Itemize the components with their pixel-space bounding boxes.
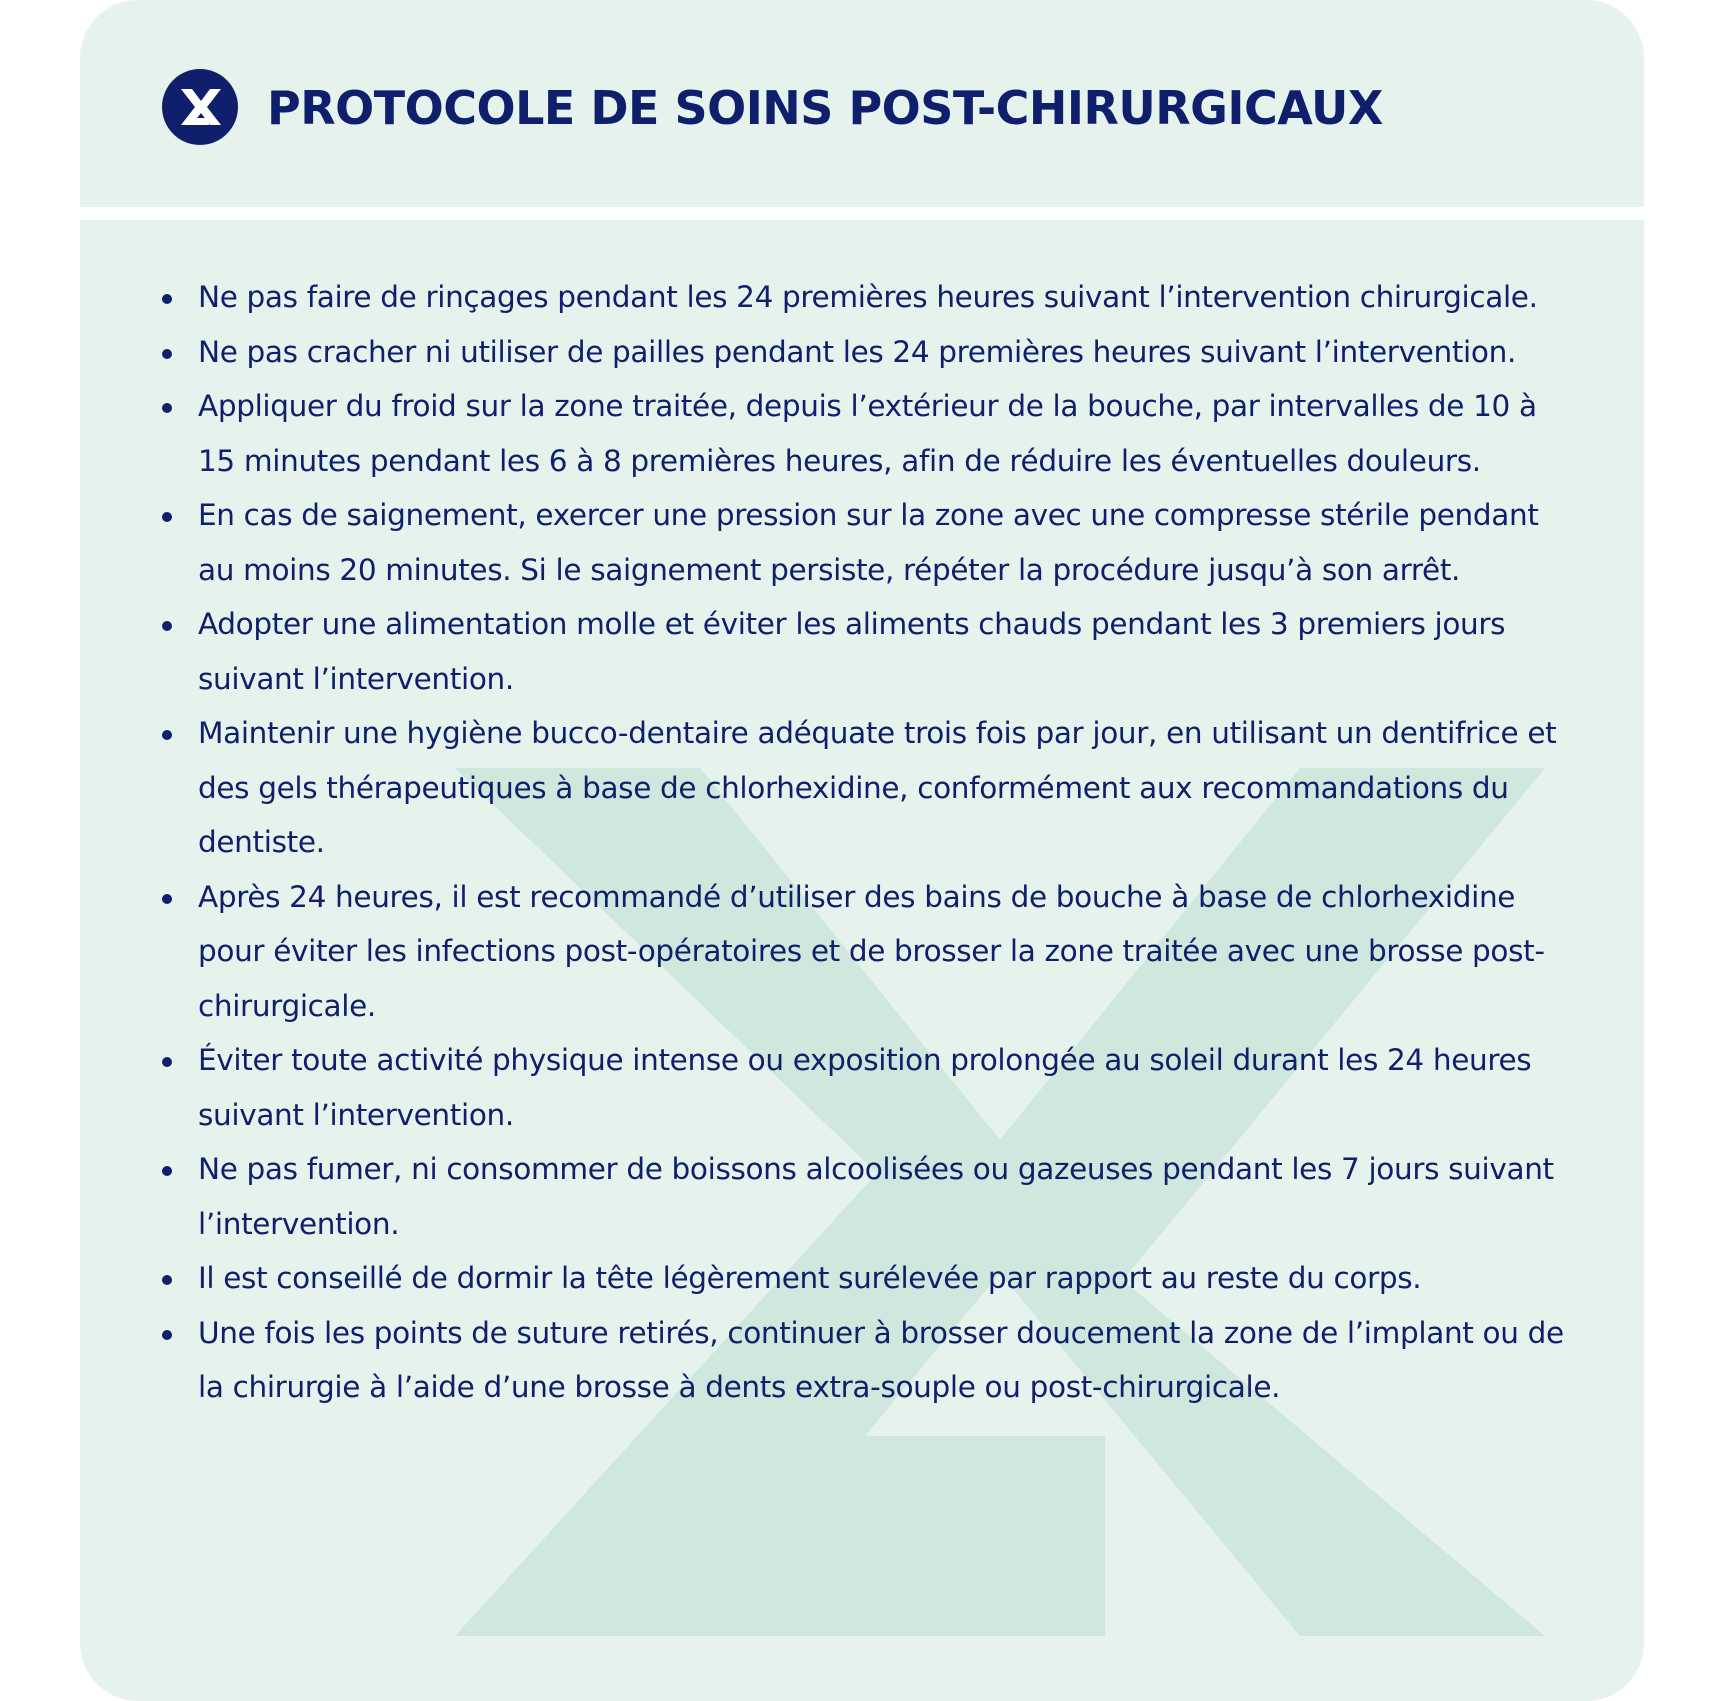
list-item <box>80 488 1644 597</box>
header-divider <box>80 207 1644 220</box>
bullet-icon <box>162 621 172 631</box>
list-item-text: Ne pas fumer, ni consommer de boissons alcoolisées ou gazeuses pendant les 7 jours suivant l’intervention. <box>198 1152 1554 1241</box>
bullet-icon <box>162 512 172 522</box>
list-item <box>80 870 1644 1034</box>
bullet-icon <box>162 1330 172 1340</box>
list-item <box>80 706 1644 870</box>
list-item <box>80 270 1644 325</box>
bullet-icon <box>162 730 172 740</box>
list-item-text: Ne pas faire de rinçages pendant les 24 premières heures suivant l’intervention chirurgicale. <box>198 280 1538 314</box>
list-item <box>80 379 1644 488</box>
page-title: PROTOCOLE DE SOINS POST-CHIRURGICAUX <box>267 81 1383 135</box>
list-item <box>80 1142 1644 1251</box>
protocol-card <box>80 0 1644 1701</box>
bullet-icon <box>162 294 172 304</box>
card-header <box>80 0 1644 207</box>
list-item <box>80 597 1644 706</box>
bullet-icon <box>162 1057 172 1067</box>
bullet-icon <box>162 1166 172 1176</box>
list-item-text: En cas de saignement, exercer une pression sur la zone avec une compresse stérile pendant au moins 20 minutes. Si le saignement persiste, répéter la procédure jusqu’à son arrêt. <box>198 498 1539 587</box>
bullet-icon <box>162 349 172 359</box>
logo-icon <box>162 69 238 145</box>
list-item-text: Une fois les points de suture retirés, continuer à brosser doucement la zone de l’implant ou de la chirurgie à l’aide d’une brosse à dents extra-souple ou post-chirurgicale. <box>198 1315 1564 1404</box>
list-item <box>80 1251 1644 1306</box>
bullet-icon <box>162 1275 172 1285</box>
care-instructions-list <box>80 270 1644 1415</box>
list-item <box>80 325 1644 380</box>
list-item <box>80 1306 1644 1415</box>
bullet-icon <box>162 894 172 904</box>
list-item-text: Maintenir une hygiène bucco-dentaire adéquate trois fois par jour, en utilisant un dentifrice et des gels thérapeutiques à base de chlorhexidine, conformément aux recommandations du dentiste. <box>198 716 1557 859</box>
list-item <box>80 1033 1644 1142</box>
bullet-icon <box>162 403 172 413</box>
list-item-text: Appliquer du froid sur la zone traitée, depuis l’extérieur de la bouche, par intervalles de 10 à 15 minutes pendant les 6 à 8 premières heures, afin de réduire les éventuelles douleurs. <box>198 389 1537 478</box>
list-item-text: Éviter toute activité physique intense ou exposition prolongée au soleil durant les 24 heures suivant l’intervention. <box>198 1043 1532 1132</box>
list-item-text: Adopter une alimentation molle et éviter les aliments chauds pendant les 3 premiers jours suivant l’intervention. <box>198 607 1506 696</box>
list-item-text: Il est conseillé de dormir la tête légèrement surélevée par rapport au reste du corps. <box>198 1261 1422 1295</box>
list-item-text: Après 24 heures, il est recommandé d’utiliser des bains de bouche à base de chlorhexidine pour éviter les infections post-opératoires et de brosser la zone traitée avec une brosse post-chirurgicale. <box>198 879 1545 1023</box>
list-item-text: Ne pas cracher ni utiliser de pailles pendant les 24 premières heures suivant l’intervention. <box>198 334 1516 369</box>
